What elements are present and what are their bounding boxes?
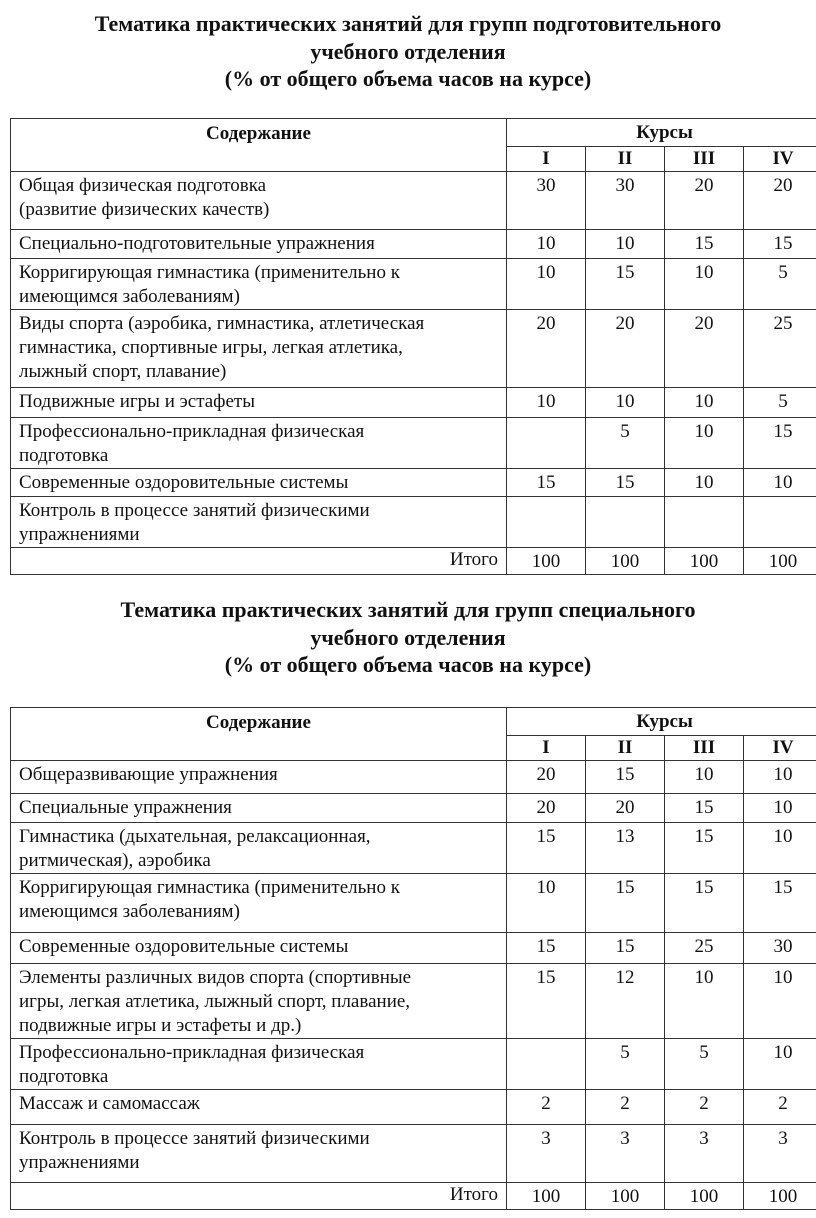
topic-cell (11, 310, 507, 388)
percent-cell: 10 (507, 874, 586, 933)
percent-cell: 25 (744, 310, 816, 388)
table-row (11, 823, 816, 874)
topic-line: Современные оздоровительные системы (19, 472, 349, 493)
table-row (11, 933, 816, 964)
percent-cell (586, 497, 665, 548)
percent-cell: 10 (586, 230, 665, 259)
percent-cell: 10 (665, 469, 744, 497)
topic-cell (11, 230, 507, 259)
topic-line: Корригирующая гимнастика (применительно к (19, 262, 400, 283)
table-row (11, 794, 816, 823)
topic-line: Виды спорта (аэробика, гимнастика, атлетическая (19, 313, 425, 334)
topic-cell (11, 172, 507, 230)
percent-cell: 15 (586, 874, 665, 933)
percent-cell: 25 (665, 933, 744, 964)
topic-line: Элементы различных видов спорта (спортивные (19, 967, 412, 988)
percent-cell (507, 497, 586, 548)
course-header: III (665, 736, 744, 761)
course-header: IV (744, 147, 816, 172)
percent-cell: 10 (507, 259, 586, 310)
topic-cell (11, 761, 507, 794)
header-content: Содержание (11, 119, 507, 172)
topic-line: Массаж и самомассаж (19, 1093, 200, 1114)
table-row (11, 230, 816, 259)
topic-line: Профессионально-прикладная физическая (19, 421, 365, 442)
percent-cell: 15 (665, 230, 744, 259)
topic-cell (11, 823, 507, 874)
total-cell: 100 (507, 1183, 586, 1210)
table-row (11, 259, 816, 310)
percent-cell: 2 (507, 1090, 586, 1125)
percent-cell: 15 (586, 933, 665, 964)
percent-cell: 20 (507, 310, 586, 388)
topic-cell (11, 1125, 507, 1183)
percent-cell: 15 (665, 823, 744, 874)
percent-cell: 10 (665, 418, 744, 469)
total-cell: 100 (507, 548, 586, 575)
table-title (0, 10, 816, 93)
topic-cell (11, 497, 507, 548)
percent-cell: 20 (586, 794, 665, 823)
topic-cell (11, 259, 507, 310)
topic-cell (11, 933, 507, 964)
table-row (11, 388, 816, 418)
percent-cell: 5 (744, 259, 816, 310)
total-cell: 100 (744, 548, 816, 575)
percent-cell: 3 (744, 1125, 816, 1183)
topic-line: подвижные игры и эстафеты и др.) (19, 1015, 302, 1036)
topic-line: игры, легкая атлетика, лыжный спорт, плавание, (19, 991, 411, 1012)
topic-line: подготовка (19, 1066, 109, 1087)
percent-cell: 10 (665, 761, 744, 794)
percent-cell: 20 (586, 310, 665, 388)
percent-cell: 20 (744, 172, 816, 230)
total-label: Итого (11, 1183, 507, 1210)
course-header: IV (744, 736, 816, 761)
title-line: Тематика практических занятий для групп подготовительного (94, 11, 722, 36)
topic-cell (11, 874, 507, 933)
course-header: I (507, 147, 586, 172)
percent-cell: 15 (586, 761, 665, 794)
percent-cell: 10 (744, 964, 816, 1039)
percent-cell (744, 497, 816, 548)
topic-line: упражнениями (19, 1152, 140, 1173)
table-row (11, 310, 816, 388)
total-cell: 100 (586, 1183, 665, 1210)
percent-cell: 10 (744, 823, 816, 874)
percent-cell (507, 418, 586, 469)
topic-line: лыжный спорт, плавание) (19, 361, 227, 382)
header-courses: Курсы (507, 119, 816, 147)
percent-cell: 2 (744, 1090, 816, 1125)
topic-line: ритмическая), аэробика (19, 850, 211, 871)
course-header: II (586, 147, 665, 172)
percent-cell (507, 1039, 586, 1090)
topic-cell (11, 469, 507, 497)
table-row (11, 1125, 816, 1183)
percent-cell: 10 (744, 1039, 816, 1090)
percent-cell: 20 (665, 310, 744, 388)
title-line: (% от общего объема часов на курсе) (224, 66, 592, 91)
topic-line: имеющимся заболеваниям) (19, 901, 240, 922)
topic-line: Профессионально-прикладная физическая (19, 1042, 365, 1063)
table-row (11, 1090, 816, 1125)
course-header: III (665, 147, 744, 172)
topic-line: Подвижные игры и эстафеты (19, 391, 255, 412)
percent-cell: 30 (744, 933, 816, 964)
percent-cell: 3 (586, 1125, 665, 1183)
header-row (11, 119, 816, 147)
total-label: Итого (11, 548, 507, 575)
percent-cell: 2 (665, 1090, 744, 1125)
percent-cell: 10 (744, 761, 816, 794)
topic-line: гимнастика, спортивные игры, легкая атлетика, (19, 337, 403, 358)
percent-cell: 2 (586, 1090, 665, 1125)
total-row (11, 1183, 816, 1210)
percent-cell: 10 (586, 388, 665, 418)
total-cell: 100 (744, 1183, 816, 1210)
topic-cell (11, 418, 507, 469)
topic-line: (развитие физических качеств) (19, 199, 270, 220)
percent-cell: 10 (744, 794, 816, 823)
percent-cell: 15 (586, 469, 665, 497)
table-row (11, 964, 816, 1039)
percent-cell: 3 (665, 1125, 744, 1183)
percent-cell: 30 (586, 172, 665, 230)
percent-cell: 5 (744, 388, 816, 418)
percent-cell: 30 (507, 172, 586, 230)
percent-cell: 15 (507, 469, 586, 497)
percent-cell: 20 (665, 172, 744, 230)
percent-cell: 10 (744, 469, 816, 497)
topic-line: Современные оздоровительные системы (19, 936, 349, 957)
topic-line: Корригирующая гимнастика (применительно к (19, 877, 400, 898)
table-row (11, 418, 816, 469)
title-line: (% от общего объема часов на курсе) (224, 652, 592, 677)
percent-cell: 3 (507, 1125, 586, 1183)
topic-line: Контроль в процессе занятий физическими (19, 1128, 370, 1149)
total-cell: 100 (586, 548, 665, 575)
percent-cell: 15 (665, 874, 744, 933)
topic-line: Общая физическая подготовка (19, 175, 267, 196)
percent-cell: 15 (586, 259, 665, 310)
topic-cell (11, 964, 507, 1039)
topic-cell (11, 1039, 507, 1090)
percent-cell: 10 (507, 230, 586, 259)
course-header: II (586, 736, 665, 761)
percent-cell: 15 (507, 964, 586, 1039)
percent-cell: 15 (744, 230, 816, 259)
percent-cell (665, 497, 744, 548)
percent-cell: 12 (586, 964, 665, 1039)
percent-cell: 20 (507, 794, 586, 823)
header-row (11, 708, 816, 736)
table-row (11, 172, 816, 230)
percent-cell: 20 (507, 761, 586, 794)
title-line: Тематика практических занятий для групп специального (120, 597, 696, 622)
topic-line: упражнениями (19, 524, 140, 545)
topic-line: подготовка (19, 445, 109, 466)
table-row (11, 761, 816, 794)
topic-line: Контроль в процессе занятий физическими (19, 500, 370, 521)
topic-cell (11, 388, 507, 418)
percent-cell: 15 (507, 933, 586, 964)
total-cell: 100 (665, 548, 744, 575)
header-content: Содержание (11, 708, 507, 761)
table-title (0, 596, 816, 679)
topic-line: Специальные упражнения (19, 797, 232, 818)
topic-line: Гимнастика (дыхательная, релаксационная, (19, 826, 371, 847)
percent-cell: 13 (586, 823, 665, 874)
total-cell: 100 (665, 1183, 744, 1210)
percent-cell: 10 (665, 259, 744, 310)
topics-table (10, 118, 816, 575)
topic-line: имеющимся заболеваниям) (19, 286, 240, 307)
percent-cell: 5 (665, 1039, 744, 1090)
table-row (11, 1039, 816, 1090)
topic-cell (11, 794, 507, 823)
percent-cell: 15 (665, 794, 744, 823)
title-line: учебного отделения (310, 38, 506, 64)
table-row (11, 497, 816, 548)
total-row (11, 548, 816, 575)
title-line: учебного отделения (310, 624, 506, 650)
percent-cell: 10 (665, 388, 744, 418)
percent-cell: 15 (744, 418, 816, 469)
topics-table (10, 707, 816, 1210)
percent-cell: 5 (586, 1039, 665, 1090)
table-row (11, 469, 816, 497)
percent-cell: 10 (665, 964, 744, 1039)
topic-line: Специально-подготовительные упражнения (19, 233, 375, 254)
percent-cell: 10 (507, 388, 586, 418)
course-header: I (507, 736, 586, 761)
table-row (11, 874, 816, 933)
percent-cell: 5 (586, 418, 665, 469)
percent-cell: 15 (744, 874, 816, 933)
topic-line: Общеразвивающие упражнения (19, 764, 278, 785)
topic-cell (11, 1090, 507, 1125)
percent-cell: 15 (507, 823, 586, 874)
header-courses: Курсы (507, 708, 816, 736)
